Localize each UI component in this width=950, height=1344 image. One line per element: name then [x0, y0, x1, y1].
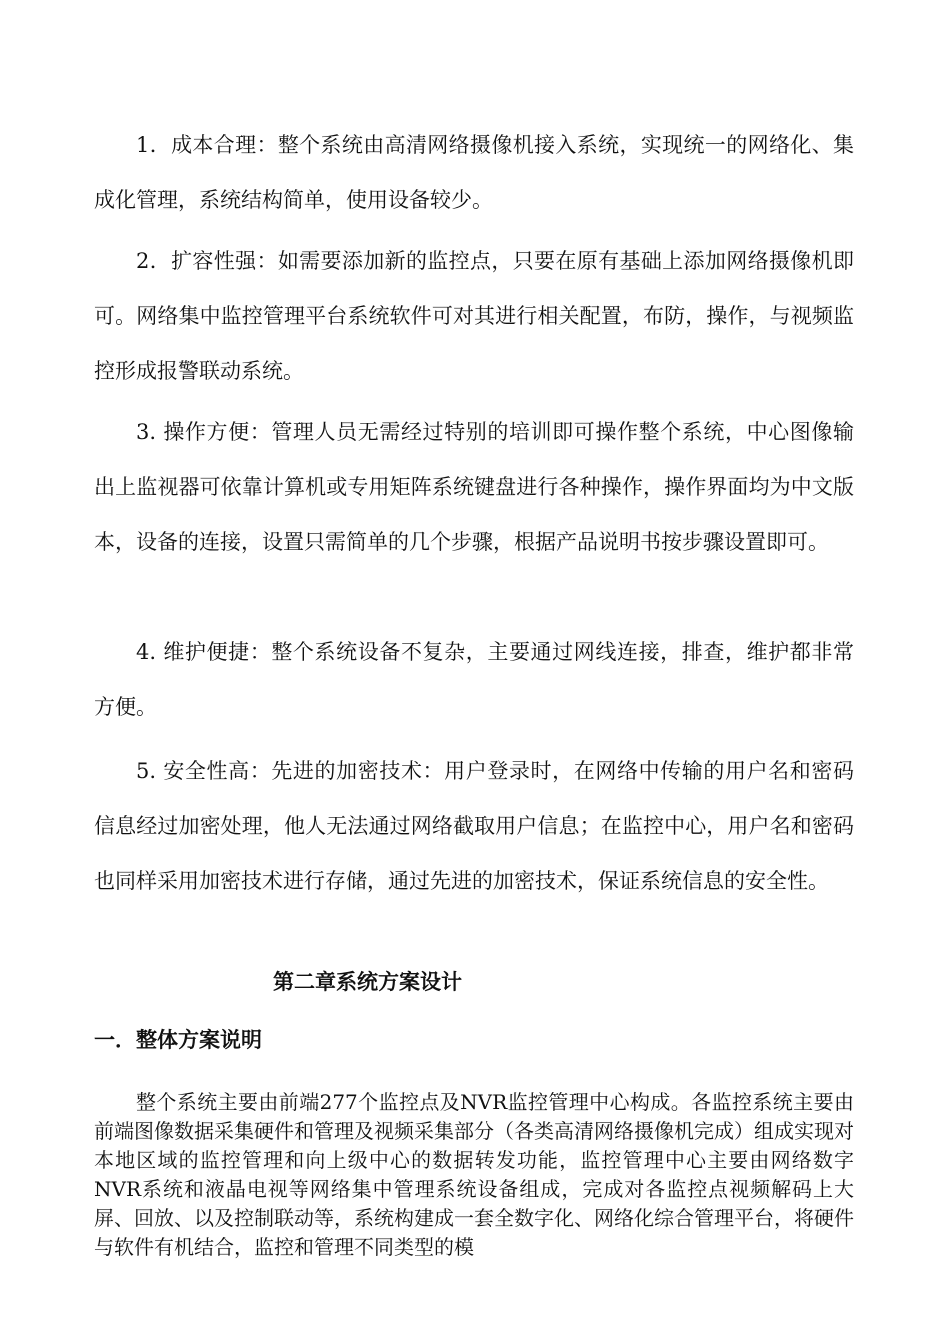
- paragraph-expansion: 2．扩容性强：如需要添加新的监控点，只要在原有基础上添加网络摄像机即可。网络集中监控管理平台系统软件可对其进行相关配置，布防，操作，与视频监控形成报警联动系统。: [94, 249, 854, 383]
- chapter-title: 第二章系统方案设计: [273, 969, 462, 994]
- paragraph-overall-plan: 整个系统主要由前端277个监控点及NVR监控管理中心构成。各监控系统主要由前端图像数据采集硬件和管理及视频采集部分（各类高清网络摄像机完成）组成实现对本地区域的监控管理和向上级中心的数据转发功能，监控管理中心主要由网络数字NVR系统和液晶电视等网络集中管理系统设备组成，完成对各监控点视频解码上大屏、回放、以及控制联动等，系统构建成一套全数字化、网络化综合管理平台，将硬件与软件有机结合，监控和管理不同类型的模: [94, 1090, 854, 1259]
- section-title: 一．整体方案说明: [94, 1027, 262, 1052]
- paragraph-maintenance: 4. 维护便捷：整个系统设备不复杂，主要通过网线连接，排查，维护都非常方便。: [94, 640, 854, 719]
- paragraph-security: 5. 安全性高：先进的加密技术：用户登录时，在网络中传输的用户名和密码信息经过加密处理，他人无法通过网络截取用户信息；在监控中心，用户名和密码也同样采用加密技术进行存储，通过先进的加密技术，保证系统信息的安全性。: [94, 759, 854, 893]
- paragraph-operation: 3. 操作方便：管理人员无需经过特别的培训即可操作整个系统，中心图像输出上监视器可依靠计算机或专用矩阵系统键盘进行各种操作，操作界面均为中文版本，设备的连接，设置只需简单的几个步骤，根据产品说明书按步骤设置即可。: [94, 420, 854, 554]
- paragraph-cost: 1．成本合理：整个系统由高清网络摄像机接入系统，实现统一的网络化、集成化管理，系统结构简单，使用设备较少。: [94, 133, 854, 212]
